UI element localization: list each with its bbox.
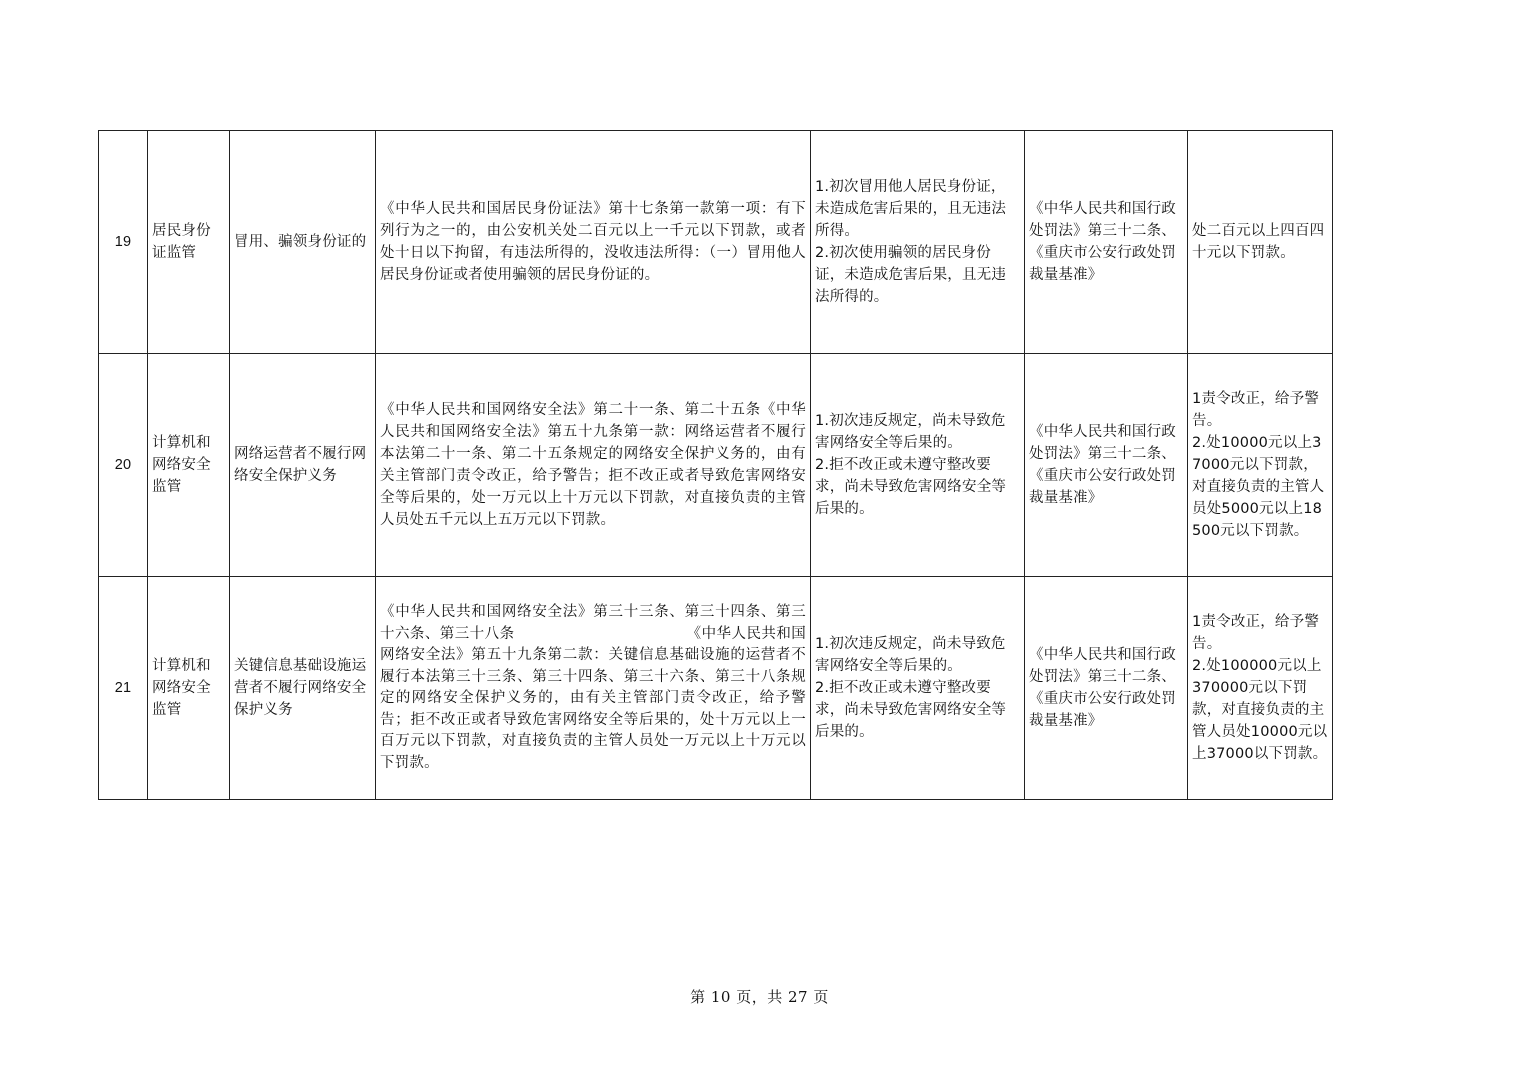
table-row <box>99 131 1333 354</box>
circumstances-cell: 1.初次冒用他人居民身份证，未造成危害后果的，且无违法所得。 2.初次使用骗领的居民身份证，未造成危害后果，且无违法所得的。 <box>811 131 1025 354</box>
violation-cell: 冒用、骗领身份证的 <box>230 131 376 354</box>
penalty-discretion-table <box>98 130 1333 800</box>
legal-basis-cell: 《中华人民共和国网络安全法》第二十一条、第二十五条《中华人民共和国网络安全法》第五十九条第一款：网络运营者不履行本法第二十一条、第二十五条规定的网络安全保护义务的，由有关主管部门责令改正，给予警告；拒不改正或者导致危害网络安全等后果的，处一万元以上十万元以下罚款，对直接负责的主管人员处五千元以上五万元以下罚款。 <box>376 354 811 577</box>
page-number-footer: 第 10 页，共 27 页 <box>690 988 829 1006</box>
reference-cell: 《中华人民共和国行政处罚法》第三十二条、《重庆市公安行政处罚裁量基准》 <box>1025 131 1188 354</box>
row-number: 20 <box>99 354 148 577</box>
table-row <box>99 354 1333 577</box>
row-number: 21 <box>99 577 148 800</box>
category-cell: 计算机和网络安全监管 <box>148 354 230 577</box>
category-cell: 计算机和网络安全监管 <box>148 577 230 800</box>
reference-cell: 《中华人民共和国行政处罚法》第三十二条、《重庆市公安行政处罚裁量基准》 <box>1025 577 1188 800</box>
violation-cell: 关键信息基础设施运营者不履行网络安全保护义务 <box>230 577 376 800</box>
legal-basis-cell: 《中华人民共和国居民身份证法》第十七条第一款第一项：有下列行为之一的，由公安机关处二百元以上一千元以下罚款，或者处十日以下拘留，有违法所得的，没收违法所得：（一）冒用他人居民身份证或者使用骗领的居民身份证的。 <box>376 131 811 354</box>
row-number: 19 <box>99 131 148 354</box>
circumstances-cell: 1.初次违反规定，尚未导致危害网络安全等后果的。 2.拒不改正或未遵守整改要求，尚未导致危害网络安全等后果的。 <box>811 577 1025 800</box>
legal-basis-cell: 《中华人民共和国网络安全法》第三十三条、第三十四条、第三十六条、第三十八条 《中华人民共和国网络安全法》第五十九条第二款：关键信息基础设施的运营者不履行本法第三十三条、第三十四条、第三十六条、第三十八条规定的网络安全保护义务的，由有关主管部门责令改正，给予警告；拒不改正或者导致危害网络安全等后果的，处十万元以上一百万元以下罚款，对直接负责的主管人员处一万元以上十万元以下罚款。 <box>376 577 811 800</box>
measure-cell: 1责令改正，给予警告。 2.处100000元以上370000元以下罚款，对直接负责的主管人员处10000元以上37000以下罚款。 <box>1188 577 1333 800</box>
table-row <box>99 577 1333 800</box>
violation-cell: 网络运营者不履行网络安全保护义务 <box>230 354 376 577</box>
reference-cell: 《中华人民共和国行政处罚法》第三十二条、《重庆市公安行政处罚裁量基准》 <box>1025 354 1188 577</box>
category-cell: 居民身份证监管 <box>148 131 230 354</box>
measure-cell: 处二百元以上四百四十元以下罚款。 <box>1188 131 1333 354</box>
measure-cell: 1责令改正，给予警告。 2.处10000元以上37000元以下罚款，对直接负责的主管人员处5000元以上18500元以下罚款。 <box>1188 354 1333 577</box>
circumstances-cell: 1.初次违反规定，尚未导致危害网络安全等后果的。 2.拒不改正或未遵守整改要求，尚未导致危害网络安全等后果的。 <box>811 354 1025 577</box>
